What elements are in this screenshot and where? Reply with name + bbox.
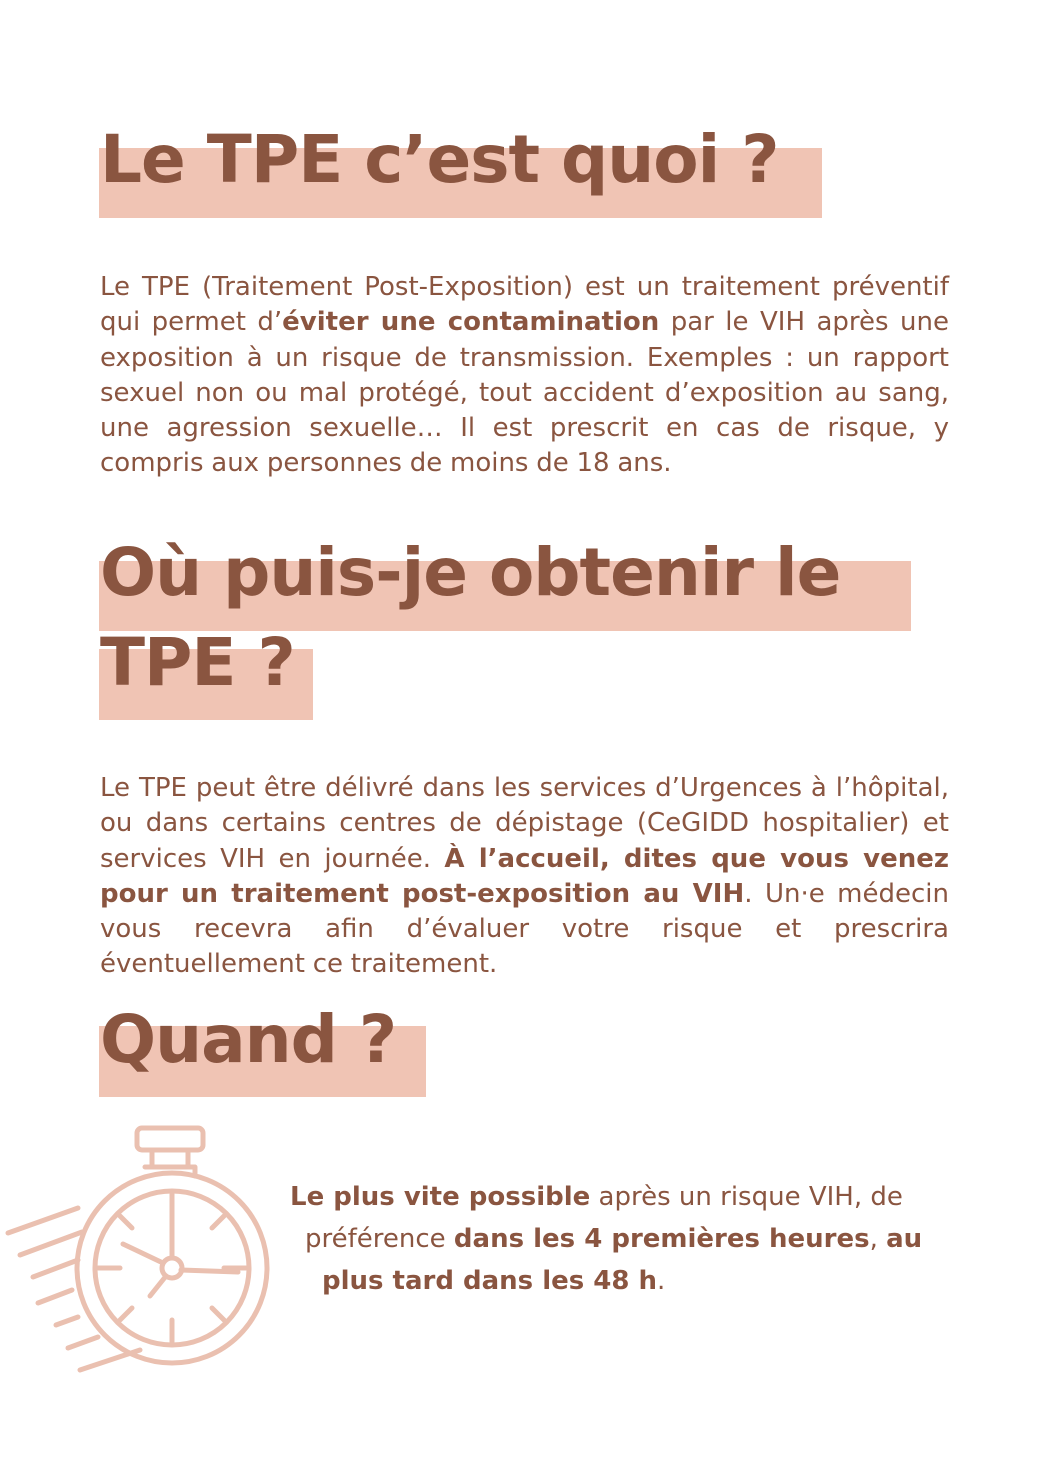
- when-line-1: [290, 1176, 903, 1218]
- text-run: . Un·e médecin vous recevra afin d’évaluer votre risque et prescrira éventuellement ce traitement.: [100, 878, 949, 980]
- heading-quand: Quand ?: [100, 1001, 397, 1078]
- stopwatch-icon: [0, 1120, 290, 1380]
- text-emphasis: dans les 4 premières heures: [453, 1224, 870, 1254]
- heading-tpe-cest-quoi: Le TPE c’est quoi ?: [100, 121, 779, 198]
- paragraph-tpe-definition: [100, 270, 949, 482]
- text-run: Le TPE (Traitement Post-Exposition) est un traitement préventif qui permet d’: [100, 272, 949, 338]
- text-emphasis: plus tard dans les 48 h: [322, 1266, 658, 1296]
- text-emphasis: Le plus vite possible: [290, 1182, 591, 1212]
- heading-ou-obtenir-line2: TPE ?: [100, 624, 295, 701]
- text-run: par le VIH après une exposition à un risque de transmission. Exemples : un rapport sexuel non ou mal protégé, tout accident d’exposition au sang, une agression sexuelle… Il est prescrit en cas de risque, y compris aux personnes de moins de 18 ans.: [100, 307, 949, 479]
- text-run: ,: [869, 1224, 887, 1254]
- when-line-3: [322, 1260, 665, 1302]
- text-emphasis: À l’accueil, dites que vous venez pour un traitement post-exposition au VIH: [100, 843, 950, 909]
- text-run: .: [657, 1266, 666, 1296]
- text-emphasis: éviter une contamination: [282, 307, 660, 338]
- text-emphasis: au: [886, 1224, 923, 1254]
- paragraph-where-to-get: [100, 771, 949, 983]
- text-run: préférence: [305, 1224, 454, 1254]
- text-run: Le TPE peut être délivré dans les services d’Urgences à l’hôpital, ou dans certains centres de dépistage (CeGIDD hospitalier) et services VIH en journée.: [100, 773, 949, 874]
- heading-ou-obtenir-line1: Où puis-je obtenir le: [100, 534, 841, 611]
- text-run: après un risque VIH, de: [590, 1182, 903, 1212]
- when-line-2: [305, 1218, 922, 1260]
